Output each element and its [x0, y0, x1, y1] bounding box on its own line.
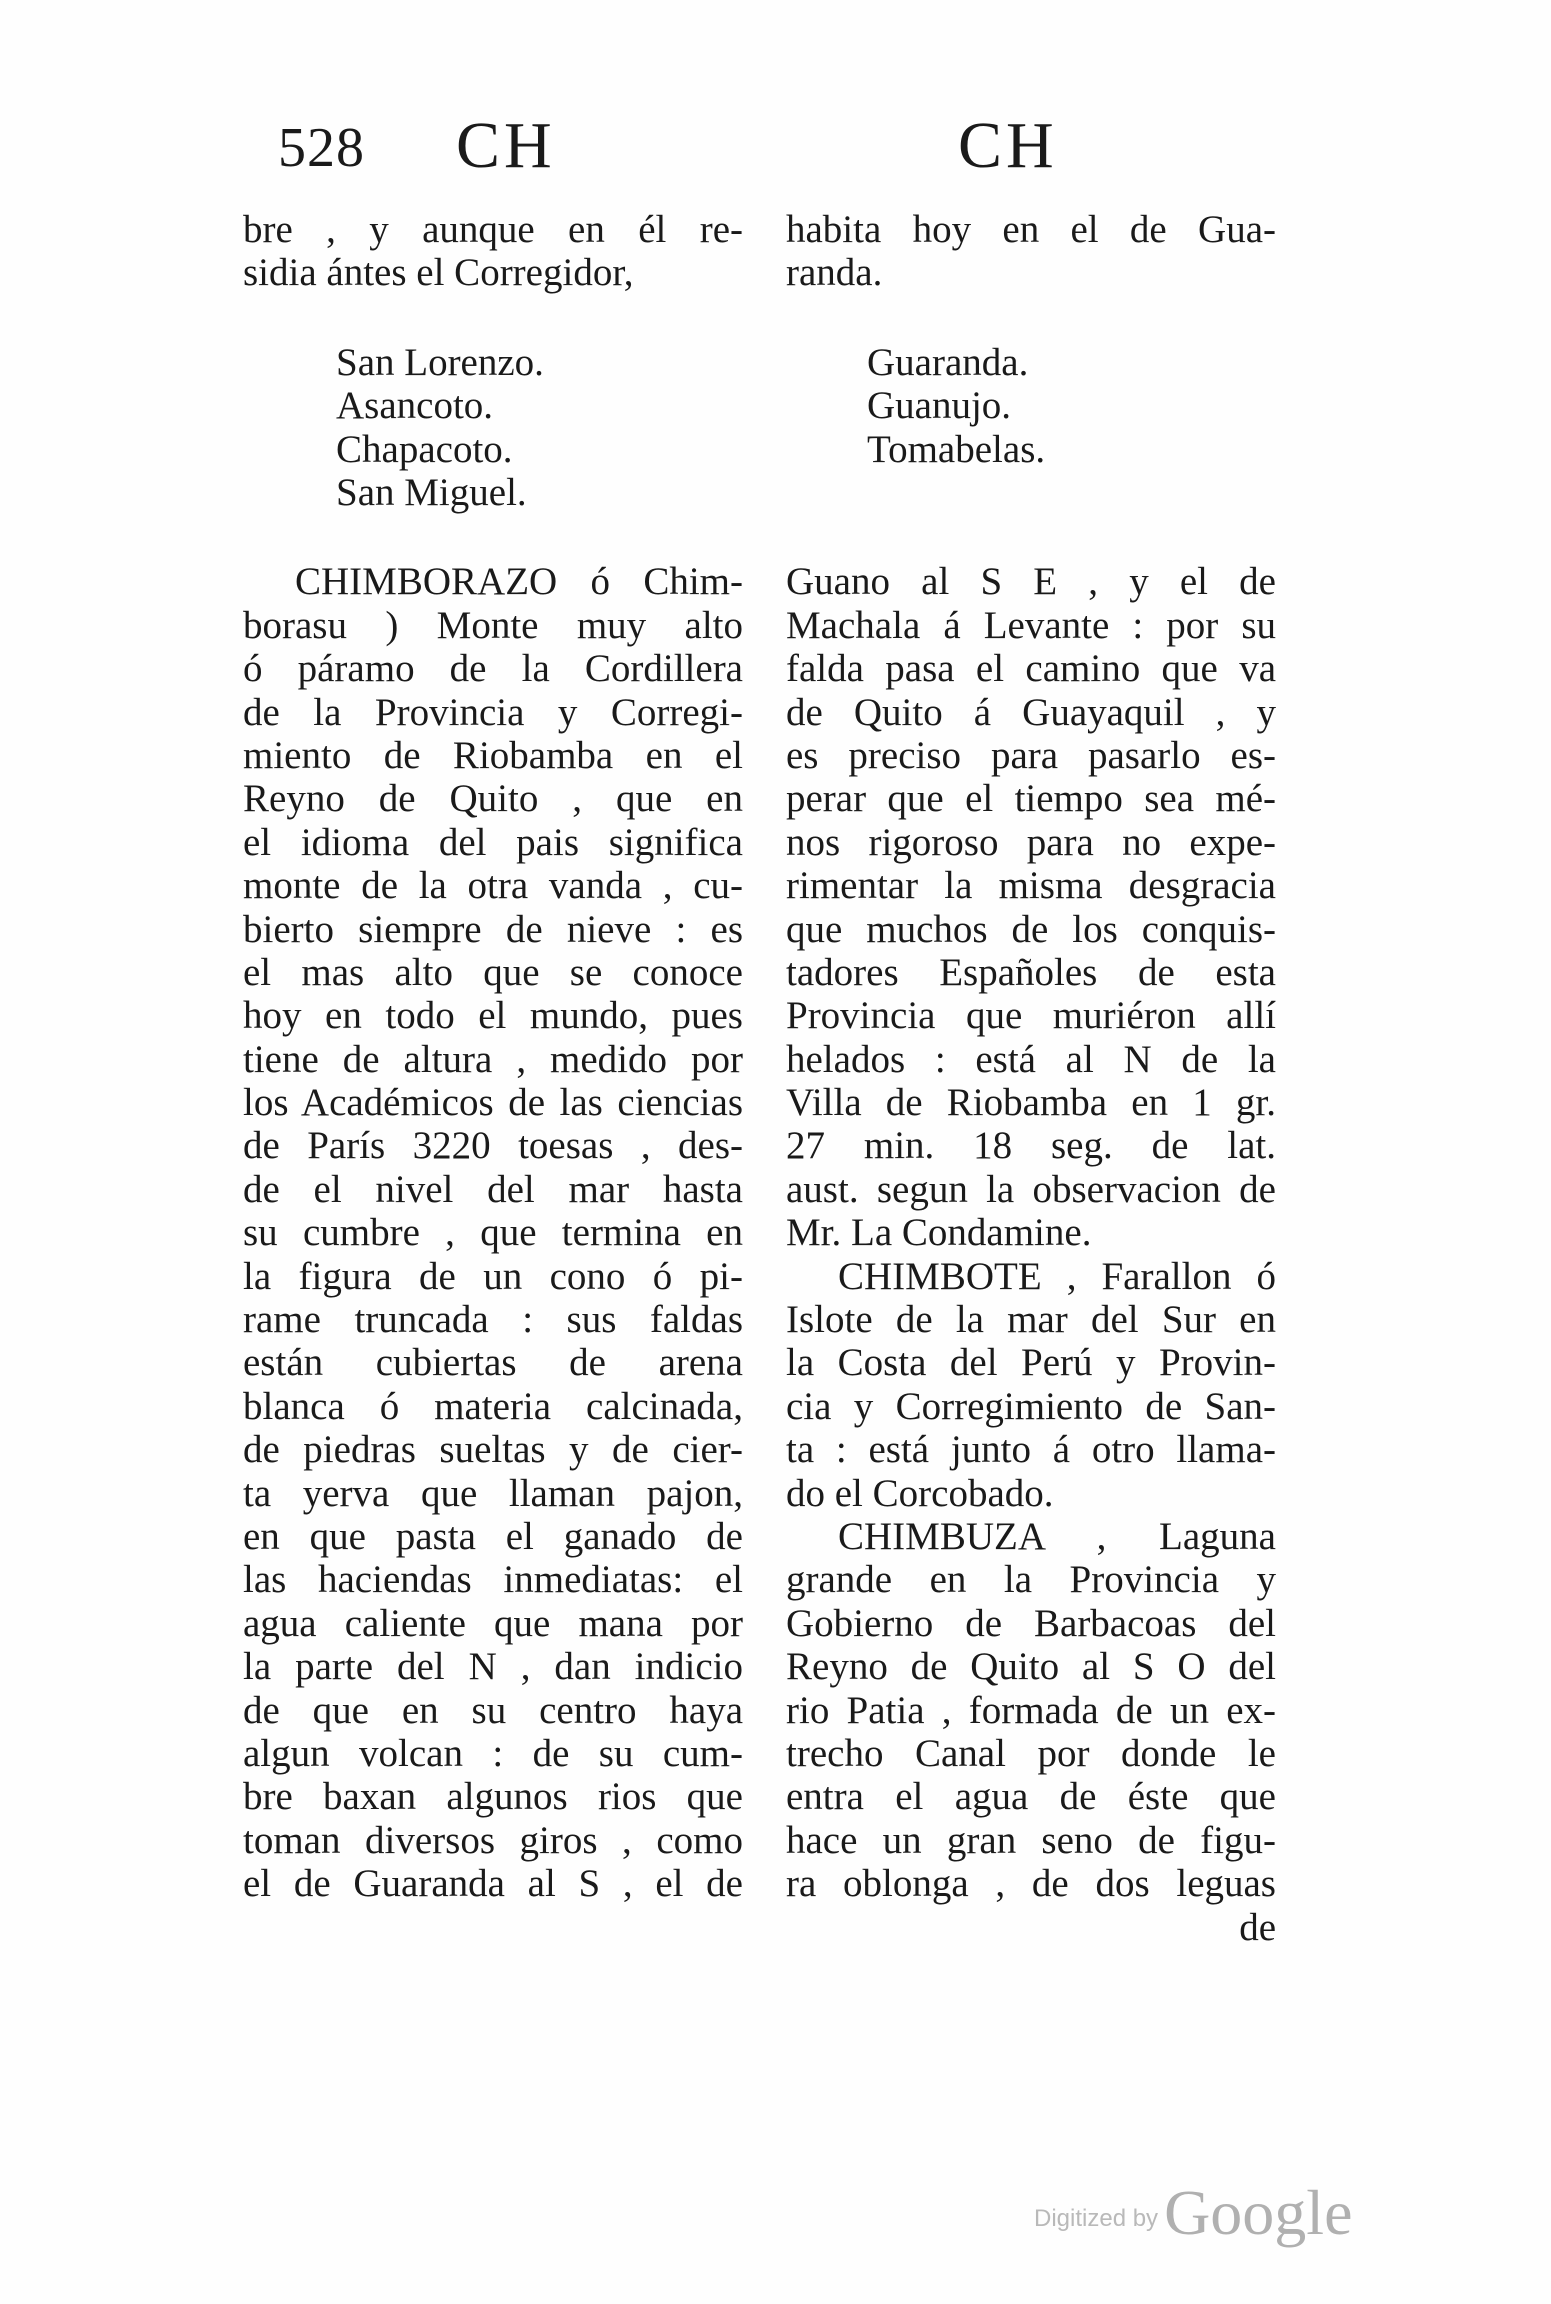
text-line: rimentar la misma desgracia: [786, 864, 1276, 908]
place-item: San Lorenzo.: [336, 340, 544, 384]
text-line: ta yerva que llaman pajon,: [243, 1471, 743, 1515]
text-line: Gobierno de Barbacoas del: [786, 1601, 1276, 1645]
text-line: de el nivel del mar hasta: [243, 1167, 743, 1211]
text-line: 27 min. 18 seg. de lat.: [786, 1124, 1276, 1168]
text-line: rio Patia , formada de un ex-: [786, 1688, 1276, 1732]
place-item: San Miguel.: [336, 471, 527, 514]
text-line: bierto siempre de nieve : es: [243, 907, 743, 951]
text-line: en que pasta el ganado de: [243, 1515, 743, 1558]
place-list-right: [786, 341, 1276, 515]
text-line: helados : está al N de la: [786, 1037, 1276, 1081]
text-line: entra el agua de éste que: [786, 1775, 1276, 1819]
text-line: Machala á Levante : por su: [786, 603, 1276, 647]
entry-heading-line: CHIMBOTE , Farallon ó: [838, 1254, 1276, 1298]
text-line: miento de Riobamba en el: [243, 733, 743, 777]
text-line: hoy en todo el mundo, pues: [243, 994, 743, 1038]
digitization-watermark: [1034, 2176, 1352, 2250]
text-line: la figura de un cono ó pi-: [243, 1254, 743, 1298]
text-line: ra oblonga , de dos leguas: [786, 1862, 1276, 1906]
text-line: ó páramo de la Cordillera: [243, 647, 743, 691]
text-line: Islote de la mar del Sur en: [786, 1298, 1276, 1342]
text-line: la parte del N , dan indicio: [243, 1645, 743, 1689]
running-head-left: CH: [456, 109, 556, 182]
text-line: aust. segun la observacion de: [786, 1167, 1276, 1211]
text-line: su cumbre , que termina en: [243, 1211, 743, 1255]
text-line: perar que el tiempo sea mé-: [786, 777, 1276, 821]
page-number: 528: [278, 117, 365, 179]
text-line: habita hoy en el de Gua-: [786, 208, 1276, 251]
text-line: de Quito á Guayaquil , y: [786, 690, 1276, 734]
text-line: Villa de Riobamba en 1 gr.: [786, 1081, 1276, 1125]
text-line: ta : está junto á otro llama-: [786, 1428, 1276, 1472]
text-line: monte de la otra vanda , cu-: [243, 864, 743, 908]
catchword: de: [1239, 1905, 1276, 1949]
entry-heading-line: CHIMBUZA , Laguna: [838, 1515, 1276, 1558]
watermark-prefix: Digitized by: [1034, 2205, 1159, 2232]
text-line: es preciso para pasarlo es-: [786, 733, 1276, 777]
text-line: el idioma del pais significa: [243, 820, 743, 864]
text-line: blanca ó materia calcinada,: [243, 1384, 743, 1428]
text-line: Mr. La Condamine.: [786, 1211, 1092, 1255]
text-line: Reyno de Quito , que en: [243, 777, 743, 821]
text-line: Guano al S E , y el de: [786, 560, 1276, 604]
text-line: la Costa del Perú y Provin-: [786, 1341, 1276, 1385]
entries-right: [786, 560, 1276, 1949]
text-line: hace un gran seno de figu-: [786, 1818, 1276, 1862]
entry-chimborazo: [243, 560, 743, 1905]
text-line: bre , y aunque en él re-: [243, 208, 743, 251]
text-line: falda pasa el camino que va: [786, 647, 1276, 691]
text-line: toman diversos giros , como: [243, 1818, 743, 1862]
place-item: Chapacoto.: [336, 427, 513, 471]
text-line: agua caliente que mana por: [243, 1601, 743, 1645]
watermark-logo: Google: [1164, 2177, 1353, 2248]
place-item: Guanujo.: [867, 384, 1012, 428]
right-column: [786, 208, 1276, 1949]
text-line: cia y Corregimiento de San-: [786, 1384, 1276, 1428]
text-line: trecho Canal por donde le: [786, 1731, 1276, 1775]
text-line: de París 3220 toesas , des-: [243, 1124, 743, 1168]
text-line: tiene de altura , medido por: [243, 1037, 743, 1081]
text-line: el mas alto que se conoce: [243, 950, 743, 994]
text-line: randa.: [786, 251, 883, 295]
text-line: nos rigoroso para no expe-: [786, 820, 1276, 864]
text-line: sidia ántes el Corregidor,: [243, 251, 634, 295]
text-line: grande en la Provincia y: [786, 1558, 1276, 1602]
text-line: Reyno de Quito al S O del: [786, 1645, 1276, 1689]
text-line: de la Provincia y Corregi-: [243, 690, 743, 734]
place-item: Asancoto.: [336, 384, 494, 428]
text-line: las haciendas inmediatas: el: [243, 1558, 743, 1602]
text-line: los Académicos de las ciencias: [243, 1081, 743, 1125]
text-line: de piedras sueltas y de cier-: [243, 1428, 743, 1472]
running-head-right: CH: [958, 109, 1058, 182]
text-line: están cubiertas de arena: [243, 1341, 743, 1385]
place-item: Tomabelas.: [867, 427, 1046, 471]
entry-heading-line: CHIMBORAZO ó Chim-: [295, 560, 743, 604]
text-line: algun volcan : de su cum-: [243, 1731, 743, 1775]
text-line: Provincia que muriéron allí: [786, 994, 1276, 1038]
text-line: borasu ) Monte muy alto: [243, 603, 743, 647]
left-column: [243, 208, 743, 1906]
text-line: rame truncada : sus faldas: [243, 1298, 743, 1342]
text-line: tadores Españoles de esta: [786, 950, 1276, 994]
text-line: do el Corcobado.: [786, 1471, 1054, 1515]
place-list-left: [243, 341, 743, 515]
text-line: el de Guaranda al S , el de: [243, 1862, 743, 1906]
place-item: Guaranda.: [867, 340, 1029, 384]
text-line: bre baxan algunos rios que: [243, 1775, 743, 1819]
text-line: de que en su centro haya: [243, 1688, 743, 1732]
text-line: que muchos de los conquis-: [786, 907, 1276, 951]
